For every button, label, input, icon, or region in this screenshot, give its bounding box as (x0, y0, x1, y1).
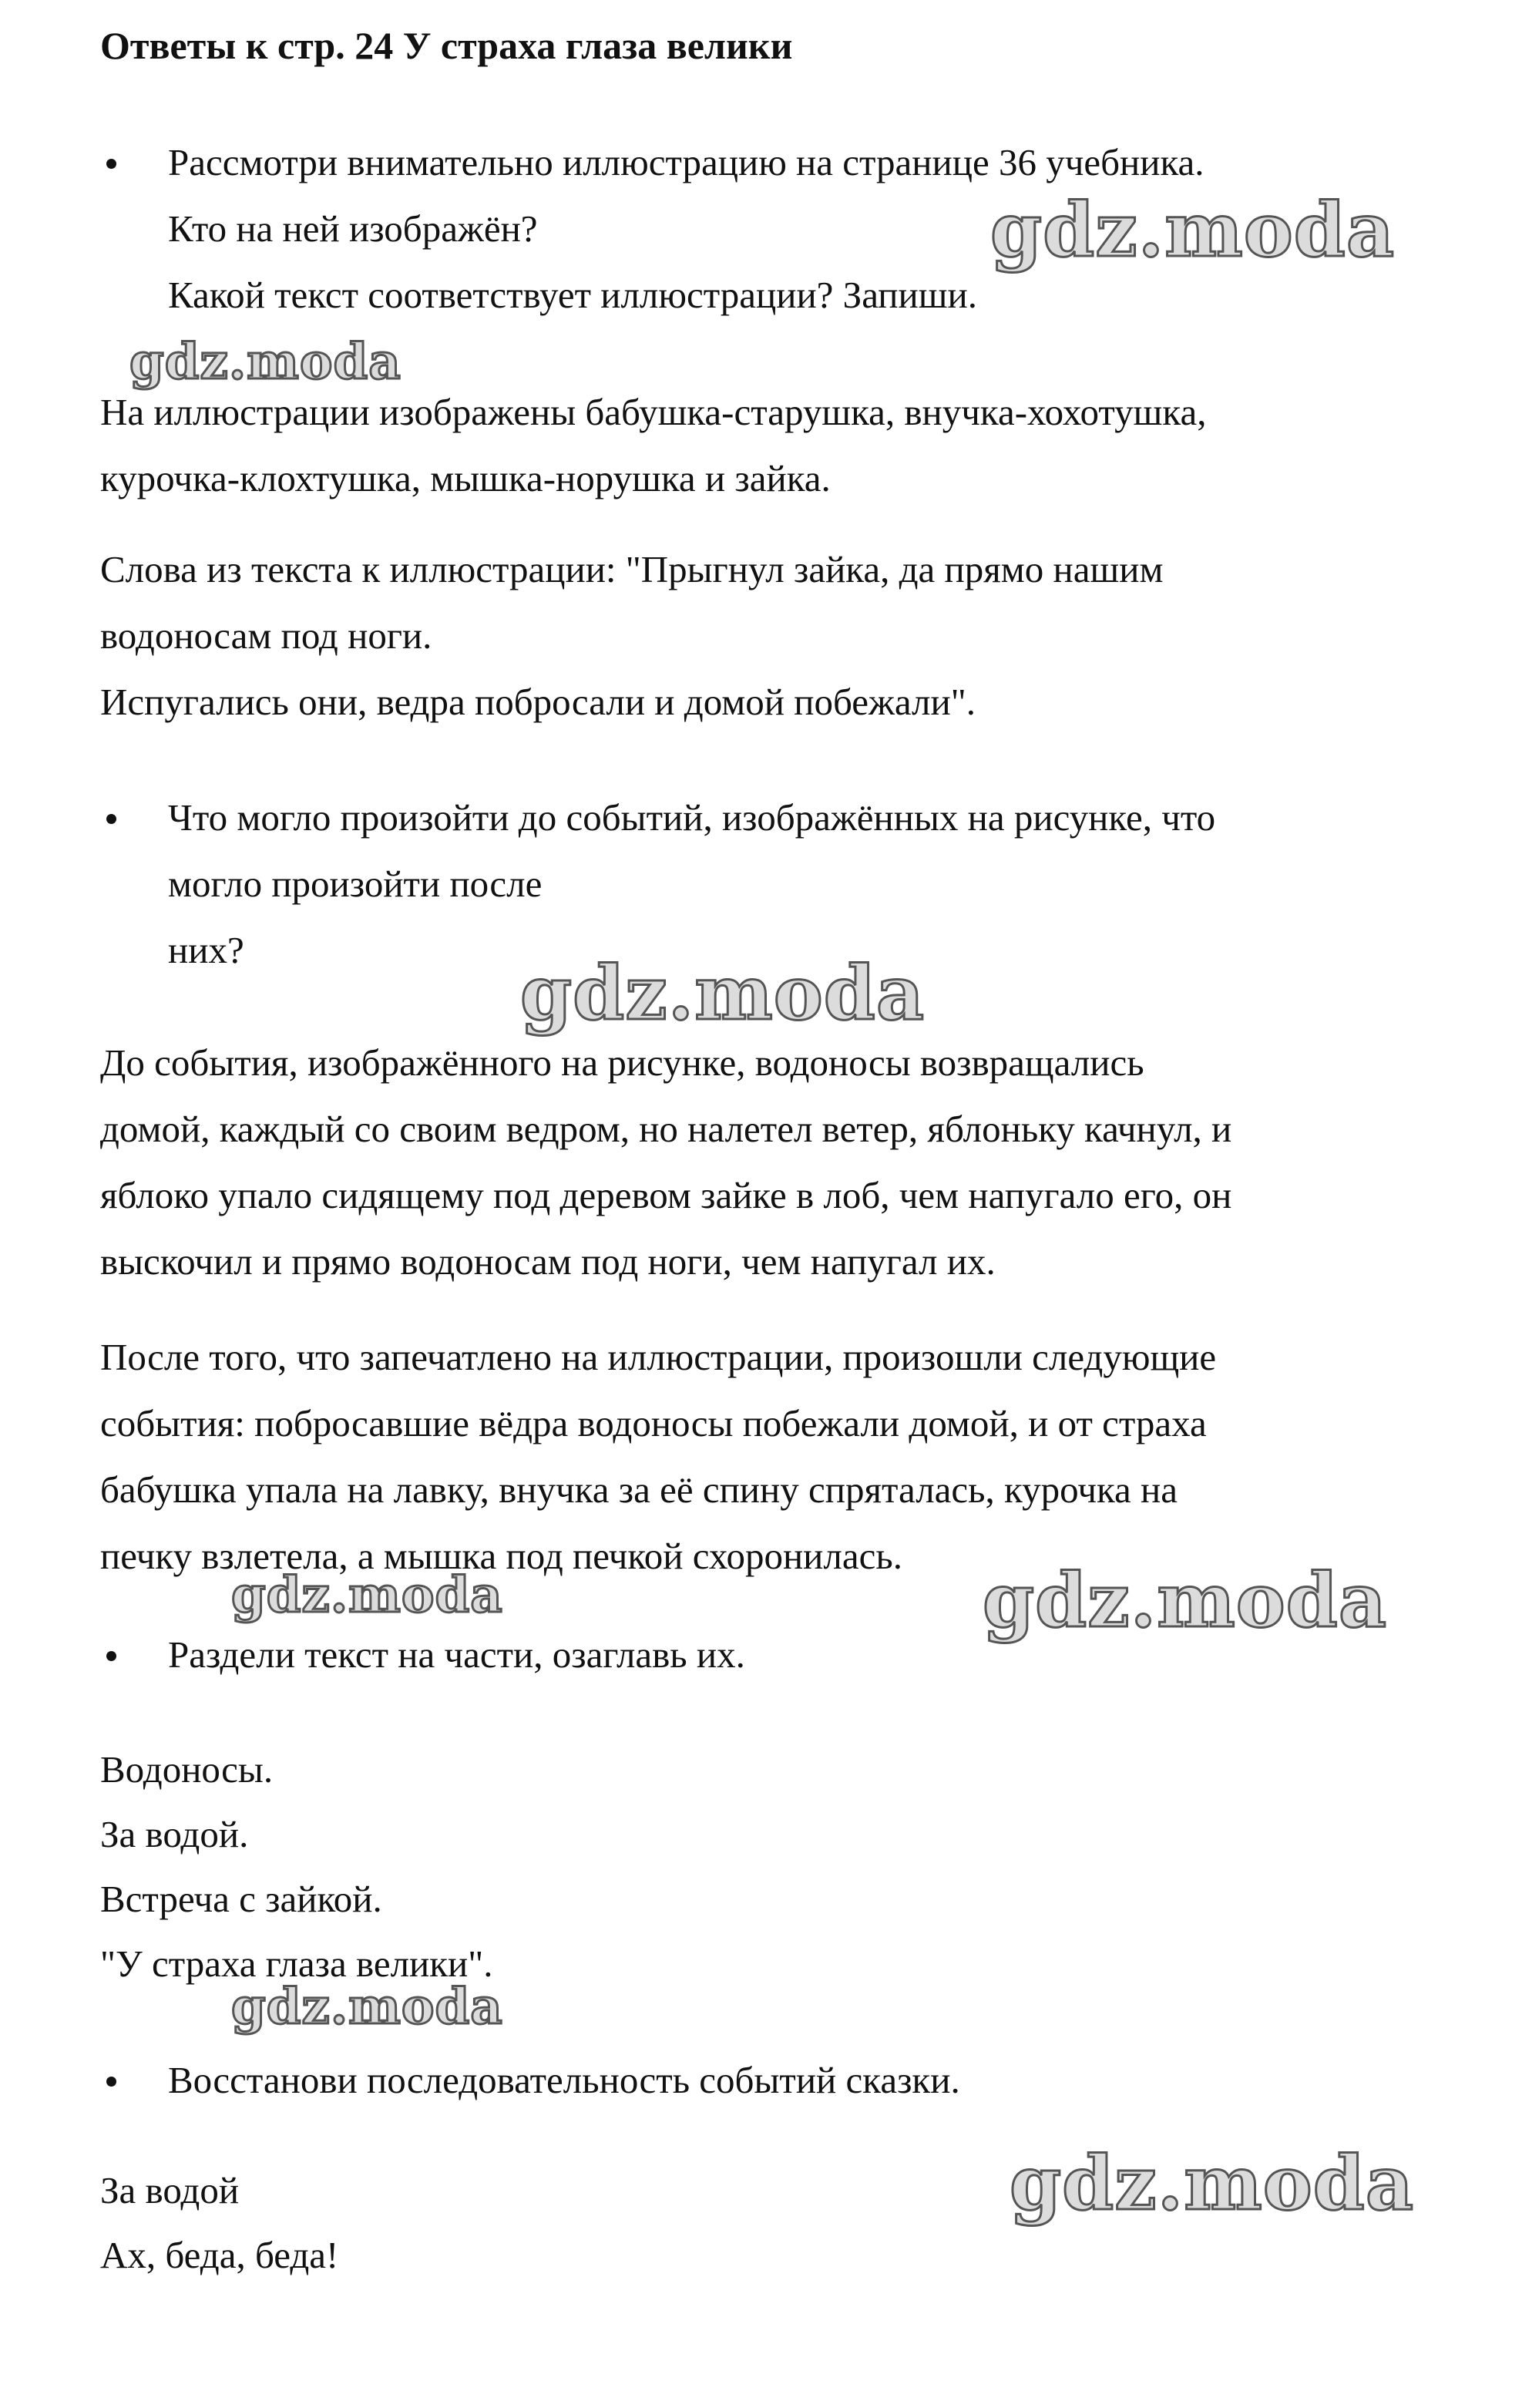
answer-paragraph (100, 379, 1491, 512)
answer-line: Испугались они, ведра побросали и домой побежали". (100, 681, 976, 723)
answer-paragraph (100, 536, 1491, 735)
answer-line: За водой (100, 2169, 240, 2211)
watermark: gdz.moda (990, 187, 1396, 274)
answer-line: Водоносы. (100, 1748, 274, 1791)
question-line: Что могло произойти до событий, изображённых на рисунке, что (168, 796, 1216, 839)
watermark: gdz.moda (231, 1566, 503, 1624)
question-line: Раздели текст на части, озаглавь их. (168, 1633, 745, 1676)
answer-line: После того, что запечатлено на иллюстрации, произошли следующие (100, 1336, 1217, 1378)
question-2 (100, 785, 1215, 984)
answer-paragraph (100, 2158, 1491, 2288)
question-4 (100, 2047, 960, 2114)
answer-line: печку взлетела, а мышка под печкой схоронилась. (100, 1535, 902, 1577)
watermark: gdz.moda (1010, 2140, 1415, 2227)
question-line: могло произойти после (168, 863, 543, 905)
answer-line: За водой. (100, 1813, 249, 1855)
answer-line: До события, изображённого на рисунке, водоносы возвращались (100, 1041, 1144, 1084)
answer-line: водоносам под ноги. (100, 614, 432, 657)
question-line: Какой текст соответствует иллюстрации? Запиши. (168, 274, 977, 316)
watermark: gdz.moda (983, 1557, 1388, 1644)
question-line: Рассмотри внимательно иллюстрацию на странице 36 учебника. (168, 141, 1204, 183)
answer-line: "У страха глаза велики". (100, 1942, 493, 1985)
answer-line: бабушка упала на лавку, внучка за её спину спряталась, курочка на (100, 1468, 1178, 1511)
bullet-icon (106, 2077, 116, 2087)
answer-line: домой, каждый со своим ведром, но налетел ветер, яблоньку качнул, и (100, 1108, 1232, 1150)
answer-line: На иллюстрации изображены бабушка-старушка, внучка-хохотушка, (100, 391, 1207, 433)
answer-line: выскочил и прямо водоносам под ноги, чем напугал их. (100, 1240, 996, 1283)
answer-line: Слова из текста к иллюстрации: "Прыгнул зайка, да прямо нашим (100, 548, 1164, 590)
answer-paragraph (100, 1324, 1491, 1589)
answer-paragraph (100, 1030, 1491, 1295)
answer-line: яблоко упало сидящему под деревом зайке в лоб, чем напугало его, он (100, 1174, 1232, 1216)
answer-paragraph (100, 1737, 1491, 1996)
watermark: gdz.moda (129, 333, 401, 391)
bullet-icon (106, 814, 116, 824)
bullet-icon (106, 1651, 116, 1661)
question-1 (100, 129, 1204, 328)
answer-line: курочка-клохтушка, мышка-норушка и зайка. (100, 457, 831, 499)
bullet-icon (106, 159, 116, 169)
question-line: них? (168, 929, 244, 971)
answer-line: Встреча с зайкой. (100, 1878, 382, 1920)
page-title: Ответы к стр. 24 У страха глаза велики (100, 24, 793, 67)
answer-line: Ах, беда, беда! (100, 2234, 339, 2276)
answer-line: события: побросавшие вёдра водоносы побежали домой, и от страха (100, 1402, 1207, 1444)
question-3 (100, 1622, 745, 1688)
question-line: Восстанови последовательность событий сказки. (168, 2059, 960, 2101)
watermark: gdz.moda (231, 1978, 503, 2036)
question-line: Кто на ней изображён? (168, 207, 538, 250)
watermark: gdz.moda (520, 950, 926, 1037)
